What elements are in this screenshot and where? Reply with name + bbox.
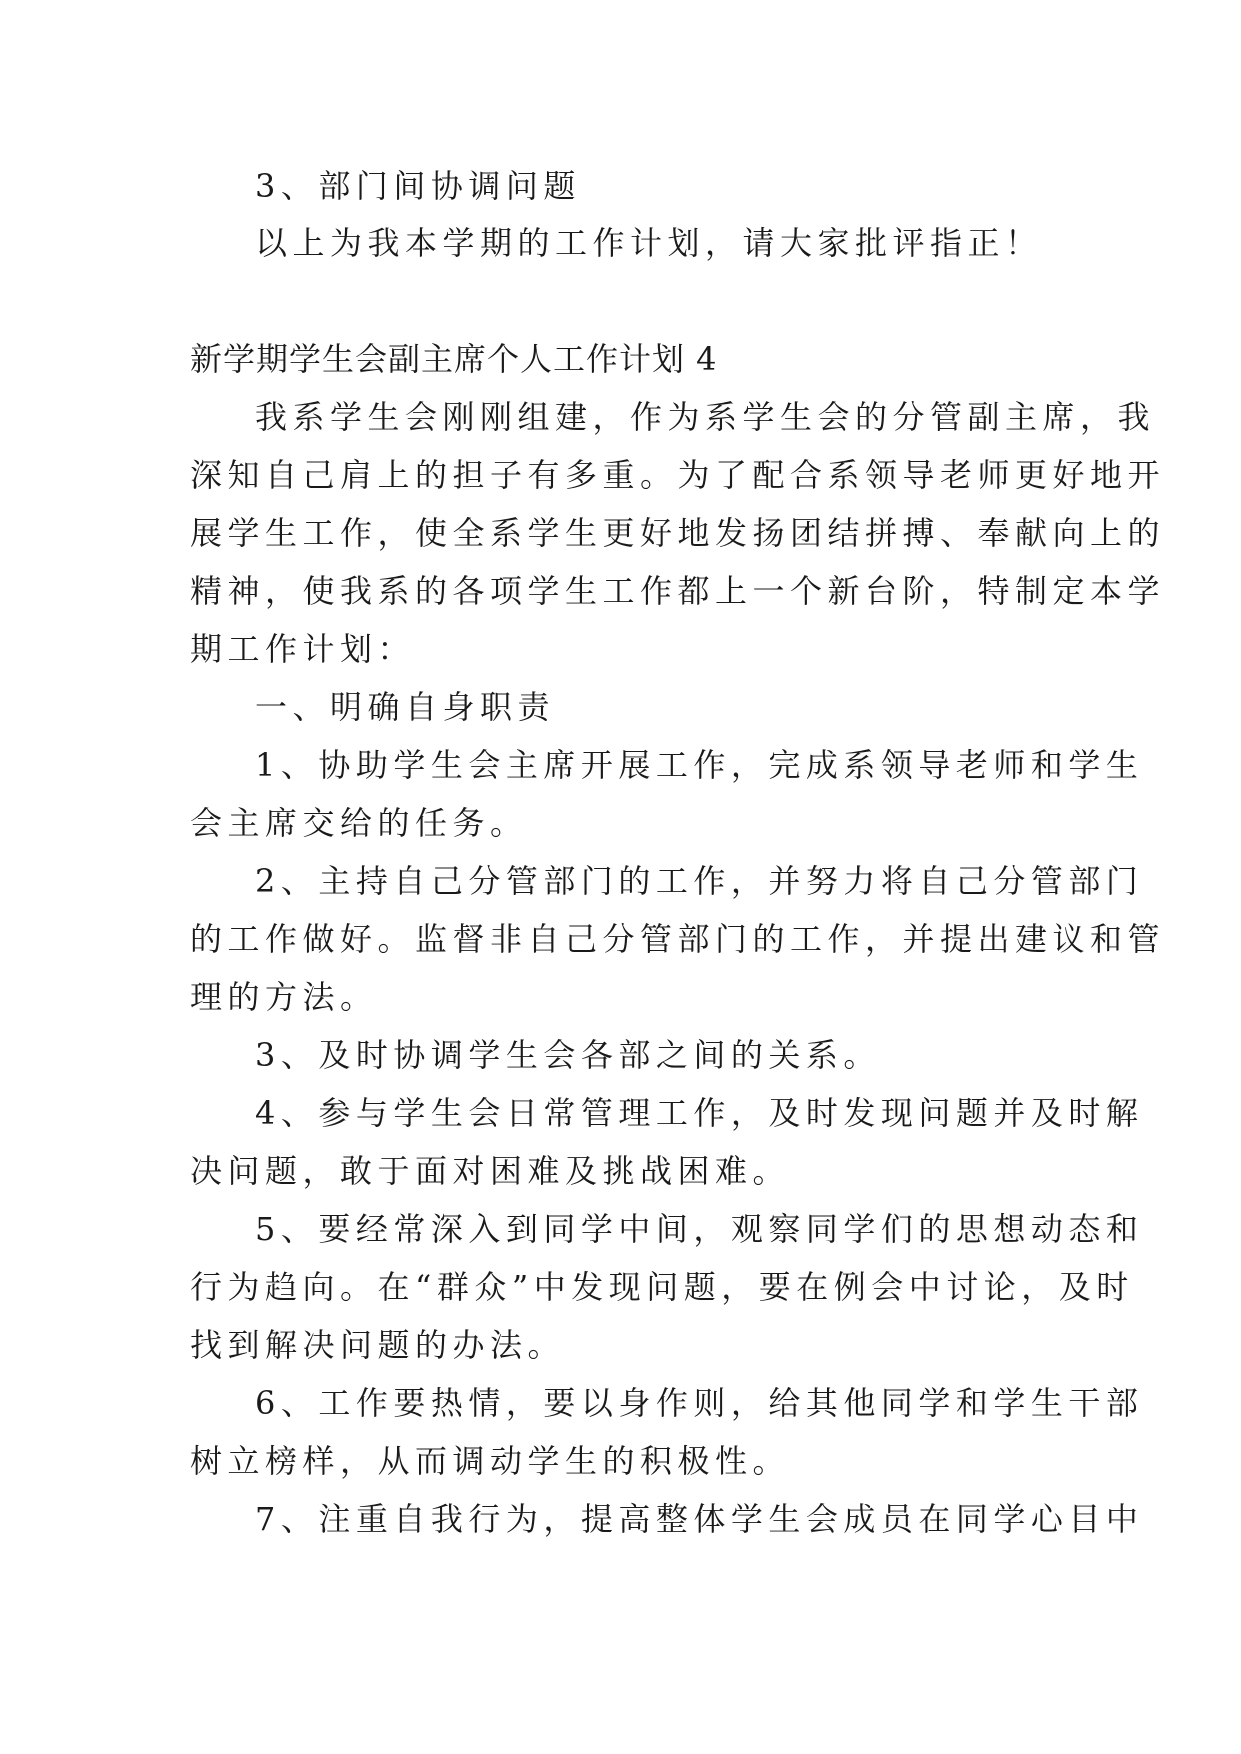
text-line: 行为趋向。在“群众”中发现问题，要在例会中讨论，及时 — [190, 1268, 1134, 1306]
text-line: 4、参与学生会日常管理工作，及时发现问题并及时解 — [255, 1094, 1144, 1132]
text-line: 7、注重自我行为，提高整体学生会成员在同学心目中 — [255, 1500, 1144, 1538]
text-line: 3、及时协调学生会各部之间的关系。 — [255, 1036, 881, 1074]
text-line: 展学生工作，使全系学生更好地发扬团结拼搏、奉献向上的 — [190, 514, 1166, 552]
text-line: 深知自己肩上的担子有多重。为了配合系领导老师更好地开 — [190, 456, 1166, 494]
text-line: 期工作计划： — [190, 630, 416, 668]
text-line: 树立榜样，从而调动学生的积极性。 — [190, 1442, 791, 1480]
heading-line: 一、明确自身职责 — [255, 688, 556, 726]
text-line: 2、主持自己分管部门的工作，并努力将自己分管部门 — [255, 862, 1144, 900]
text-line: 会主席交给的任务。 — [190, 804, 528, 842]
text-line: 3、部门间协调问题 — [255, 167, 581, 205]
text-line: 精神，使我系的各项学生工作都上一个新台阶，特制定本学 — [190, 572, 1166, 610]
text-line: 以上为我本学期的工作计划，请大家批评指正！ — [255, 224, 1043, 262]
text-line: 我系学生会刚刚组建，作为系学生会的分管副主席，我 — [255, 398, 1156, 436]
text-line: 找到解决问题的办法。 — [190, 1326, 566, 1364]
text-line: 决问题，敢于面对困难及挑战困难。 — [190, 1152, 791, 1190]
text-line: 理的方法。 — [190, 978, 378, 1016]
section-title: 新学期学生会副主席个人工作计划 4 — [190, 340, 718, 378]
text-line: 的工作做好。监督非自己分管部门的工作，并提出建议和管 — [190, 920, 1166, 958]
text-line: 1、协助学生会主席开展工作，完成系领导老师和学生 — [255, 746, 1144, 784]
text-line: 6、工作要热情，要以身作则，给其他同学和学生干部 — [255, 1384, 1144, 1422]
text-line: 5、要经常深入到同学中间，观察同学们的思想动态和 — [255, 1210, 1144, 1248]
